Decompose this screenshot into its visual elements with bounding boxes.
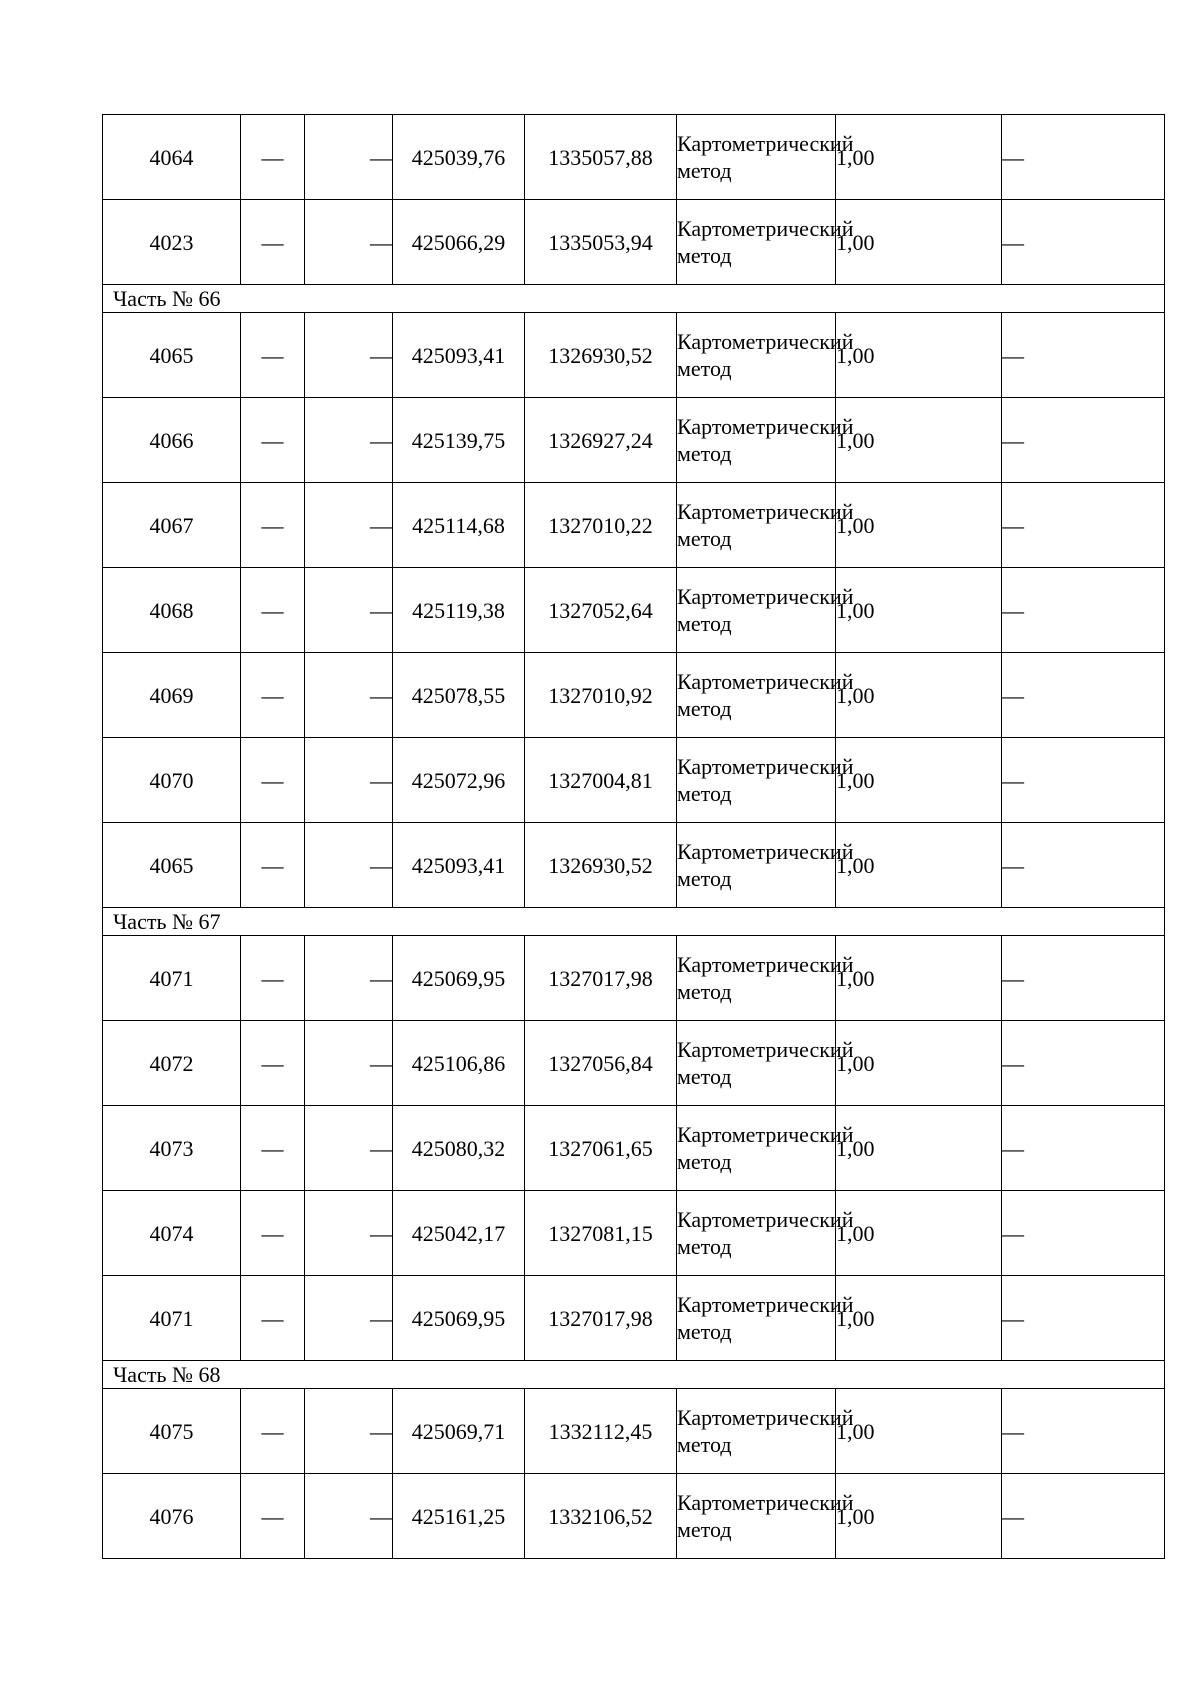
- y-coordinate-cell: 1332112,45: [525, 1389, 677, 1474]
- method-cell: Картометрический метод: [677, 115, 836, 200]
- x-coordinate-cell: 425066,29: [393, 200, 525, 285]
- note-dash-cell: —: [1002, 115, 1165, 200]
- table-row: [103, 1106, 1165, 1191]
- y-coordinate-cell: 1327010,92: [525, 653, 677, 738]
- empty-dash-cell: —: [305, 653, 393, 738]
- note-dash-cell: —: [1002, 568, 1165, 653]
- note-dash-cell: —: [1002, 1021, 1165, 1106]
- table-row: [103, 1191, 1165, 1276]
- empty-dash-cell: —: [241, 398, 305, 483]
- point-number-cell: 4068: [103, 568, 241, 653]
- point-number-cell: 4066: [103, 398, 241, 483]
- y-coordinate-cell: 1327010,22: [525, 483, 677, 568]
- empty-dash-cell: —: [241, 1191, 305, 1276]
- point-number-cell: 4076: [103, 1474, 241, 1559]
- part-header-row: [103, 908, 1165, 936]
- point-number-cell: 4072: [103, 1021, 241, 1106]
- accuracy-cell: 1,00: [836, 1021, 1002, 1106]
- table-row: [103, 823, 1165, 908]
- accuracy-cell: 1,00: [836, 200, 1002, 285]
- x-coordinate-cell: 425139,75: [393, 398, 525, 483]
- note-dash-cell: —: [1002, 483, 1165, 568]
- empty-dash-cell: —: [305, 1106, 393, 1191]
- y-coordinate-cell: 1327017,98: [525, 1276, 677, 1361]
- point-number-cell: 4065: [103, 313, 241, 398]
- table-row: [103, 1474, 1165, 1559]
- empty-dash-cell: —: [241, 1276, 305, 1361]
- method-cell: Картометрический метод: [677, 823, 836, 908]
- point-number-cell: 4075: [103, 1389, 241, 1474]
- empty-dash-cell: —: [305, 398, 393, 483]
- method-cell: Картометрический метод: [677, 398, 836, 483]
- coordinates-table: [102, 114, 1165, 1559]
- accuracy-cell: 1,00: [836, 1276, 1002, 1361]
- empty-dash-cell: —: [241, 1021, 305, 1106]
- x-coordinate-cell: 425069,71: [393, 1389, 525, 1474]
- x-coordinate-cell: 425106,86: [393, 1021, 525, 1106]
- method-cell: Картометрический метод: [677, 1021, 836, 1106]
- table-row: [103, 1276, 1165, 1361]
- empty-dash-cell: —: [241, 936, 305, 1021]
- point-number-cell: 4074: [103, 1191, 241, 1276]
- x-coordinate-cell: 425119,38: [393, 568, 525, 653]
- point-number-cell: 4071: [103, 936, 241, 1021]
- y-coordinate-cell: 1327061,65: [525, 1106, 677, 1191]
- table-row: [103, 483, 1165, 568]
- table-row: [103, 398, 1165, 483]
- x-coordinate-cell: 425069,95: [393, 936, 525, 1021]
- note-dash-cell: —: [1002, 1106, 1165, 1191]
- empty-dash-cell: —: [241, 1106, 305, 1191]
- accuracy-cell: 1,00: [836, 568, 1002, 653]
- y-coordinate-cell: 1327052,64: [525, 568, 677, 653]
- empty-dash-cell: —: [241, 823, 305, 908]
- empty-dash-cell: —: [241, 200, 305, 285]
- y-coordinate-cell: 1327004,81: [525, 738, 677, 823]
- x-coordinate-cell: 425080,32: [393, 1106, 525, 1191]
- note-dash-cell: —: [1002, 823, 1165, 908]
- accuracy-cell: 1,00: [836, 313, 1002, 398]
- point-number-cell: 4065: [103, 823, 241, 908]
- part-header-row: [103, 1361, 1165, 1389]
- note-dash-cell: —: [1002, 1276, 1165, 1361]
- accuracy-cell: 1,00: [836, 1191, 1002, 1276]
- empty-dash-cell: —: [305, 568, 393, 653]
- y-coordinate-cell: 1327056,84: [525, 1021, 677, 1106]
- empty-dash-cell: —: [241, 568, 305, 653]
- point-number-cell: 4023: [103, 200, 241, 285]
- point-number-cell: 4069: [103, 653, 241, 738]
- empty-dash-cell: —: [305, 313, 393, 398]
- y-coordinate-cell: 1327081,15: [525, 1191, 677, 1276]
- x-coordinate-cell: 425039,76: [393, 115, 525, 200]
- note-dash-cell: —: [1002, 1474, 1165, 1559]
- note-dash-cell: —: [1002, 313, 1165, 398]
- note-dash-cell: —: [1002, 653, 1165, 738]
- empty-dash-cell: —: [305, 738, 393, 823]
- accuracy-cell: 1,00: [836, 936, 1002, 1021]
- point-number-cell: 4071: [103, 1276, 241, 1361]
- empty-dash-cell: —: [305, 823, 393, 908]
- part-label: Часть № 68: [103, 1361, 1165, 1389]
- x-coordinate-cell: 425161,25: [393, 1474, 525, 1559]
- accuracy-cell: 1,00: [836, 653, 1002, 738]
- accuracy-cell: 1,00: [836, 115, 1002, 200]
- x-coordinate-cell: 425093,41: [393, 313, 525, 398]
- table-row: [103, 313, 1165, 398]
- method-cell: Картометрический метод: [677, 568, 836, 653]
- method-cell: Картометрический метод: [677, 313, 836, 398]
- x-coordinate-cell: 425072,96: [393, 738, 525, 823]
- note-dash-cell: —: [1002, 200, 1165, 285]
- table-row: [103, 1021, 1165, 1106]
- empty-dash-cell: —: [305, 1474, 393, 1559]
- table-row: [103, 936, 1165, 1021]
- note-dash-cell: —: [1002, 1191, 1165, 1276]
- method-cell: Картометрический метод: [677, 1191, 836, 1276]
- empty-dash-cell: —: [305, 200, 393, 285]
- x-coordinate-cell: 425069,95: [393, 1276, 525, 1361]
- empty-dash-cell: —: [241, 1389, 305, 1474]
- method-cell: Картометрический метод: [677, 1106, 836, 1191]
- y-coordinate-cell: 1326930,52: [525, 313, 677, 398]
- part-header-row: [103, 285, 1165, 313]
- note-dash-cell: —: [1002, 1389, 1165, 1474]
- table-body: [103, 115, 1165, 1559]
- method-cell: Картометрический метод: [677, 200, 836, 285]
- empty-dash-cell: —: [305, 1389, 393, 1474]
- table-row: [103, 568, 1165, 653]
- empty-dash-cell: —: [305, 1191, 393, 1276]
- empty-dash-cell: —: [305, 1276, 393, 1361]
- empty-dash-cell: —: [241, 653, 305, 738]
- table-row: [103, 115, 1165, 200]
- part-label: Часть № 66: [103, 285, 1165, 313]
- table-row: [103, 738, 1165, 823]
- method-cell: Картометрический метод: [677, 1389, 836, 1474]
- point-number-cell: 4073: [103, 1106, 241, 1191]
- accuracy-cell: 1,00: [836, 1106, 1002, 1191]
- empty-dash-cell: —: [305, 115, 393, 200]
- point-number-cell: 4067: [103, 483, 241, 568]
- note-dash-cell: —: [1002, 738, 1165, 823]
- point-number-cell: 4064: [103, 115, 241, 200]
- method-cell: Картометрический метод: [677, 936, 836, 1021]
- empty-dash-cell: —: [241, 115, 305, 200]
- part-label: Часть № 67: [103, 908, 1165, 936]
- empty-dash-cell: —: [241, 1474, 305, 1559]
- table-row: [103, 200, 1165, 285]
- empty-dash-cell: —: [241, 483, 305, 568]
- table-row: [103, 1389, 1165, 1474]
- note-dash-cell: —: [1002, 398, 1165, 483]
- empty-dash-cell: —: [241, 738, 305, 823]
- y-coordinate-cell: 1335053,94: [525, 200, 677, 285]
- accuracy-cell: 1,00: [836, 1389, 1002, 1474]
- method-cell: Картометрический метод: [677, 483, 836, 568]
- method-cell: Картометрический метод: [677, 1474, 836, 1559]
- empty-dash-cell: —: [241, 313, 305, 398]
- y-coordinate-cell: 1326927,24: [525, 398, 677, 483]
- y-coordinate-cell: 1335057,88: [525, 115, 677, 200]
- method-cell: Картометрический метод: [677, 653, 836, 738]
- y-coordinate-cell: 1326930,52: [525, 823, 677, 908]
- empty-dash-cell: —: [305, 1021, 393, 1106]
- accuracy-cell: 1,00: [836, 398, 1002, 483]
- method-cell: Картометрический метод: [677, 1276, 836, 1361]
- y-coordinate-cell: 1327017,98: [525, 936, 677, 1021]
- x-coordinate-cell: 425078,55: [393, 653, 525, 738]
- table-row: [103, 653, 1165, 738]
- method-cell: Картометрический метод: [677, 738, 836, 823]
- accuracy-cell: 1,00: [836, 823, 1002, 908]
- y-coordinate-cell: 1332106,52: [525, 1474, 677, 1559]
- x-coordinate-cell: 425093,41: [393, 823, 525, 908]
- accuracy-cell: 1,00: [836, 1474, 1002, 1559]
- accuracy-cell: 1,00: [836, 738, 1002, 823]
- x-coordinate-cell: 425042,17: [393, 1191, 525, 1276]
- accuracy-cell: 1,00: [836, 483, 1002, 568]
- note-dash-cell: —: [1002, 936, 1165, 1021]
- empty-dash-cell: —: [305, 483, 393, 568]
- x-coordinate-cell: 425114,68: [393, 483, 525, 568]
- empty-dash-cell: —: [305, 936, 393, 1021]
- point-number-cell: 4070: [103, 738, 241, 823]
